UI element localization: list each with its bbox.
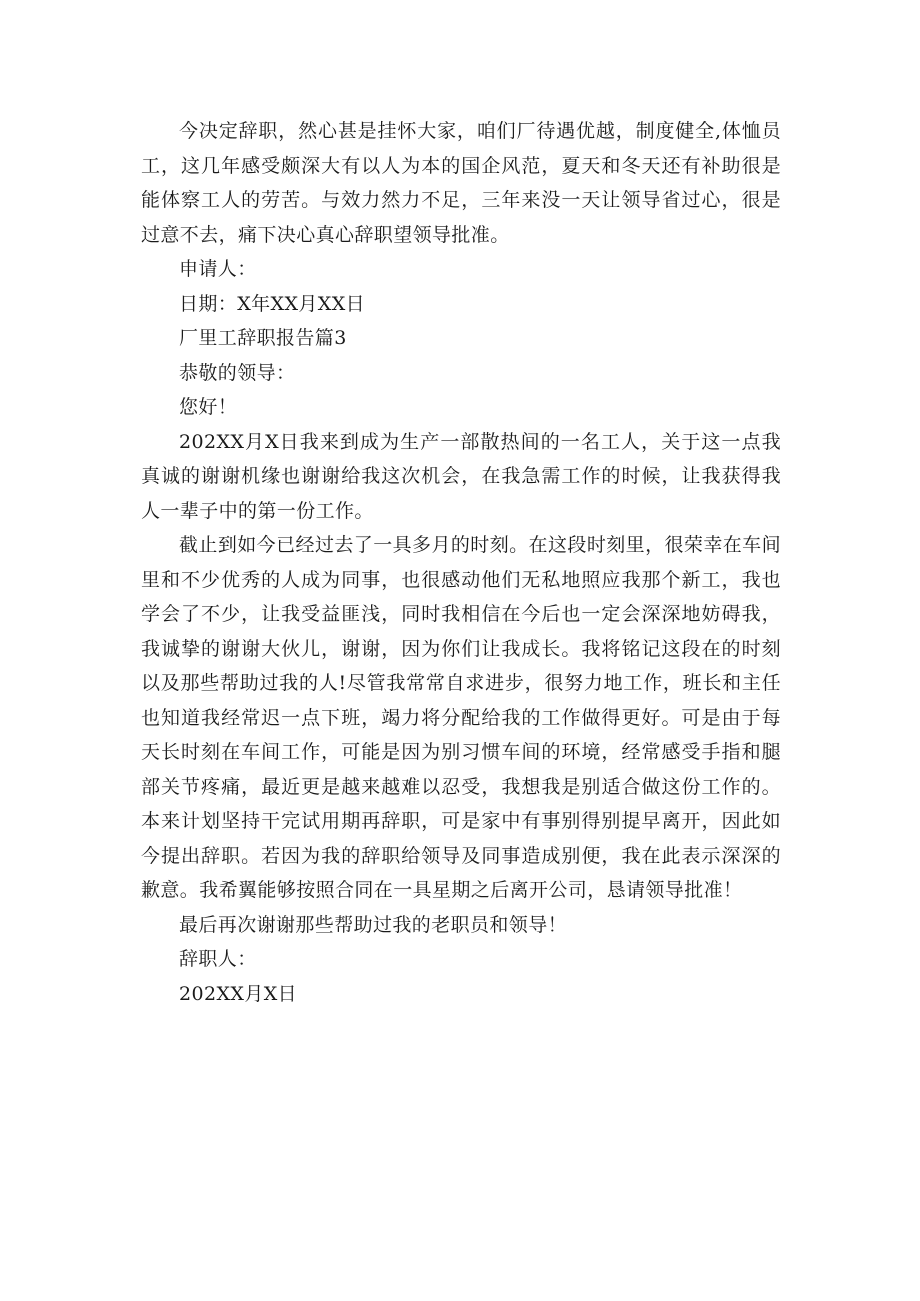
paragraph-introduction: 202XX月X日我来到成为生产一部散热间的一名工人，关于这一点我真诚的谢谢机缘也谢谢给我这次机会，在我急需工作的时候，让我获得我人一辈子中的第一份工作。 bbox=[141, 430, 781, 522]
paragraph-main-body: 截止到如今已经过去了一具多月的时刻。在这段时刻里，很荣幸在车间里和不少优秀的人成为同事，也很感动他们无私地照应我那个新工，我也学会了不少，让我受益匪浅，同时我相信在今后也一定会深深地妨碍我，我诚挚的谢谢大伙儿，谢谢，因为你们让我成长。我将铭记这段在的时刻以及那些帮助过我的人!尽管我常常自求进步，很努力地工作，班长和主任也知道我经常迟一点下班，竭力将分配给我的工作做得更好。可是由于每天长时刻在车间工作，可能是因为别习惯车间的环境，经常感受手指和腿部关节疼痛，最近更是越来越难以忍受，我想我是别适合做这份工作的。本来计划坚持干完试用期再辞职，可是家中有事别得别提早离开，因此如今提出辞职。若因为我的辞职给领导及同事造成别便，我在此表示深深的歉意。我希翼能够按照合同在一具星期之后离开公司，恳请领导批准！ bbox=[141, 534, 781, 901]
paragraph-resignation-reason: 今决定辞职，然心甚是挂怀大家，咱们厂待遇优越，制度健全,体恤员工，这几年感受颇深大有以人为本的国企风范，夏天和冬天还有补助很是能体察工人的劳苦。与效力然力不足，三年来没一天让领导省过心，很是过意不去，痛下决心真心辞职望领导批准。 bbox=[141, 120, 781, 246]
document-body bbox=[141, 114, 781, 1011]
paragraph-closing-thanks: 最后再次谢谢那些帮助过我的老职员和领导！ bbox=[179, 913, 568, 936]
applicant-line: 申请人： bbox=[179, 258, 257, 280]
date-line: 日期：X年XX月XX日 bbox=[179, 292, 366, 315]
resigner-line: 辞职人： bbox=[179, 948, 257, 970]
signature-date: 202XX月X日 bbox=[179, 982, 298, 1005]
section-heading: 厂里工辞职报告篇3 bbox=[179, 327, 347, 349]
salutation: 恭敬的领导： bbox=[179, 361, 296, 384]
greeting: 您好！ bbox=[179, 396, 238, 418]
